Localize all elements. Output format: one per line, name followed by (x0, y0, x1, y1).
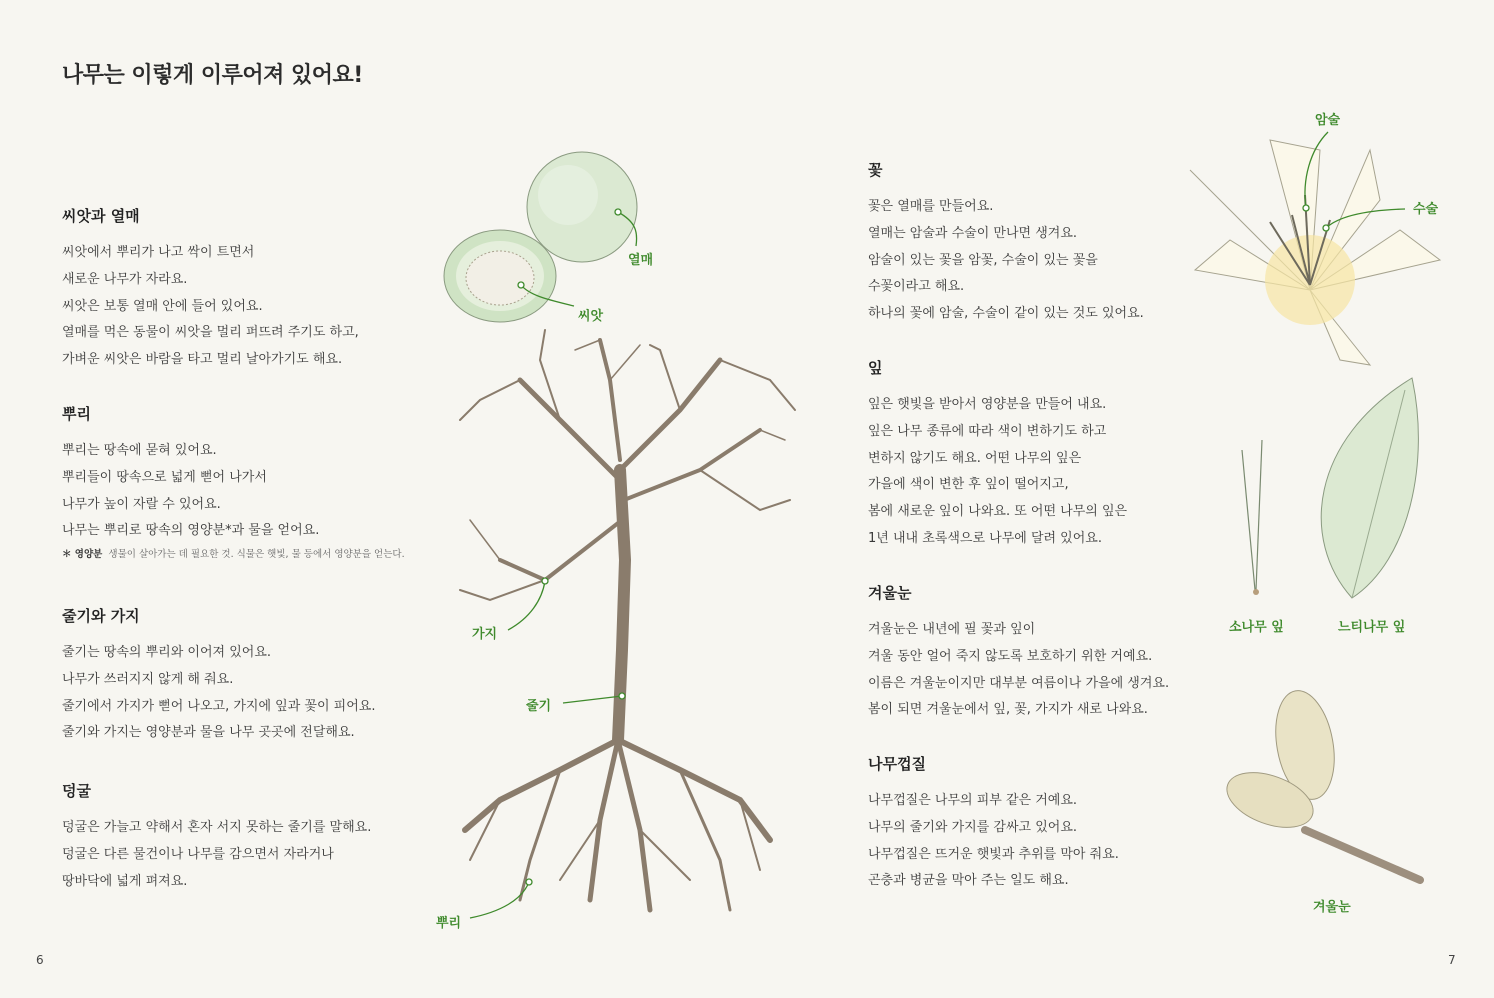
body-line: 덩굴은 가늘고 약해서 혼자 서지 못하는 줄기를 말해요. (62, 820, 372, 835)
section-heading: 덩굴 (62, 782, 91, 800)
body-line: 열매를 먹은 동물이 씨앗을 멀리 퍼뜨려 주기도 하고, (62, 325, 359, 341)
section-winter-bud (868, 582, 1169, 724)
body-line: 나무가 높이 자랄 수 있어요. (62, 496, 221, 512)
section-bark (868, 753, 1119, 895)
body-line: 뿌리는 땅속에 묻혀 있어요. (62, 443, 217, 458)
body-line: 겨울눈은 내년에 필 꽃과 잎이 (868, 622, 1036, 637)
body-line: 열매는 암술과 수술이 만나면 생겨요. (868, 225, 1078, 241)
section-heading: 잎 (868, 359, 883, 377)
body-line: 가벼운 씨앗은 바람을 타고 멀리 날아가기도 해요. (62, 352, 343, 368)
body-line: 줄기와 가지는 영양분과 물을 나무 곳곳에 전달해요. (62, 725, 355, 741)
body-line: 씨앗은 보통 열매 안에 들어 있어요. (62, 298, 263, 314)
body-line: 덩굴은 다른 물건이나 나무를 감으면서 자라거나 (62, 846, 334, 862)
tree-illustration (460, 330, 795, 910)
section-heading: 씨앗과 열매 (62, 207, 140, 225)
footnote-text: 생물이 살아가는 데 필요한 것. 식물은 햇빛, 물 등에서 영양분을 얻는다. (108, 549, 405, 560)
body-line: 꽃은 열매를 만들어요. (868, 199, 994, 214)
body-line: 곤충과 병균을 막아 주는 일도 해요. (868, 873, 1069, 889)
section-flower (868, 159, 1144, 328)
section-heading: 꽃 (868, 161, 883, 179)
section-heading: 줄기와 가지 (62, 607, 140, 625)
body-line: 변하지 않기도 해요. 어떤 나무의 잎은 (868, 450, 1082, 466)
winter-bud-illustration (1220, 686, 1420, 880)
body-line: 겨울 동안 얼어 죽지 않도록 보호하기 위한 거예요. (868, 648, 1153, 664)
section-seed-fruit (62, 205, 359, 374)
section-stem-branch (62, 605, 375, 747)
body-line: 나무는 뿌리로 땅속의 영양분*과 물을 얻어요. (62, 523, 320, 539)
label-fruit: 열매 (628, 253, 654, 268)
body-line: 암술이 있는 꽃을 암꽃, 수술이 있는 꽃을 (868, 252, 1098, 268)
body-line: 잎은 나무 종류에 따라 색이 변하기도 하고 (868, 423, 1107, 439)
body-line: 땅바닥에 넓게 펴져요. (62, 873, 188, 889)
body-line: 새로운 나무가 자라요. (62, 271, 188, 287)
page-number-right: 7 (1448, 953, 1456, 967)
footnote (62, 546, 405, 560)
body-line: 줄기에서 가지가 뻗어 나오고, 가지에 잎과 꽃이 피어요. (62, 698, 376, 714)
body-line: 줄기는 땅속의 뿌리와 이어져 있어요. (62, 645, 272, 660)
label-zelkova-leaf: 느티나무 잎 (1338, 620, 1406, 635)
body-line: 나무껍질은 나무의 피부 같은 거예요. (868, 793, 1078, 808)
section-heading: 뿌리 (62, 405, 91, 423)
page-title: 나무는 이렇게 이루어져 있어요! (62, 63, 363, 88)
label-seed: 씨앗 (578, 309, 604, 324)
body-line: 가을에 색이 변한 후 잎이 떨어지고, (868, 477, 1069, 493)
zelkova-leaf-illustration (1321, 378, 1418, 598)
body-line: 나무껍질은 뜨거운 햇빛과 추위를 막아 줘요. (868, 846, 1119, 862)
section-root (62, 403, 319, 545)
section-heading: 겨울눈 (868, 584, 912, 602)
label-pistil: 암술 (1315, 113, 1341, 128)
section-leaf (868, 357, 1127, 553)
section-heading: 나무껍질 (868, 755, 926, 773)
label-pine-leaf: 소나무 잎 (1229, 620, 1284, 635)
label-stem: 줄기 (526, 699, 552, 714)
label-winter-bud: 겨울눈 (1313, 900, 1351, 915)
lily-illustration (1190, 140, 1440, 365)
body-line: 하나의 꽃에 암술, 수술이 같이 있는 것도 있어요. (868, 306, 1144, 322)
body-line: 봄이 되면 겨울눈에서 잎, 꽃, 가지가 새로 나와요. (868, 702, 1148, 718)
label-branch: 가지 (472, 627, 498, 642)
pine-leaf-illustration (1242, 440, 1262, 595)
label-stamen: 수술 (1413, 202, 1439, 217)
body-line: 씨앗에서 뿌리가 나고 싹이 트면서 (62, 245, 255, 260)
body-line: 뿌리들이 땅속으로 넓게 뻗어 나가서 (62, 469, 267, 485)
fruit-cut-illustration (444, 230, 556, 322)
footnote-mark: ＊ 영양분 (62, 549, 103, 560)
body-line: 수꽃이라고 해요. (868, 279, 965, 295)
label-root: 뿌리 (436, 916, 462, 931)
page-number-left: 6 (36, 953, 44, 967)
body-line: 나무의 줄기와 가지를 감싸고 있어요. (868, 819, 1078, 835)
body-line: 나무가 쓰러지지 않게 해 줘요. (62, 671, 234, 687)
body-line: 봄에 새로운 잎이 나와요. 또 어떤 나무의 잎은 (868, 504, 1128, 520)
body-line: 이름은 겨울눈이지만 대부분 여름이나 가을에 생겨요. (868, 675, 1170, 691)
section-vine (62, 780, 371, 895)
body-line: 1년 내내 초록색으로 나무에 달려 있어요. (868, 530, 1102, 546)
fruit-illustration (527, 152, 637, 262)
body-line: 잎은 햇빛을 받아서 영양분을 만들어 내요. (868, 397, 1107, 412)
